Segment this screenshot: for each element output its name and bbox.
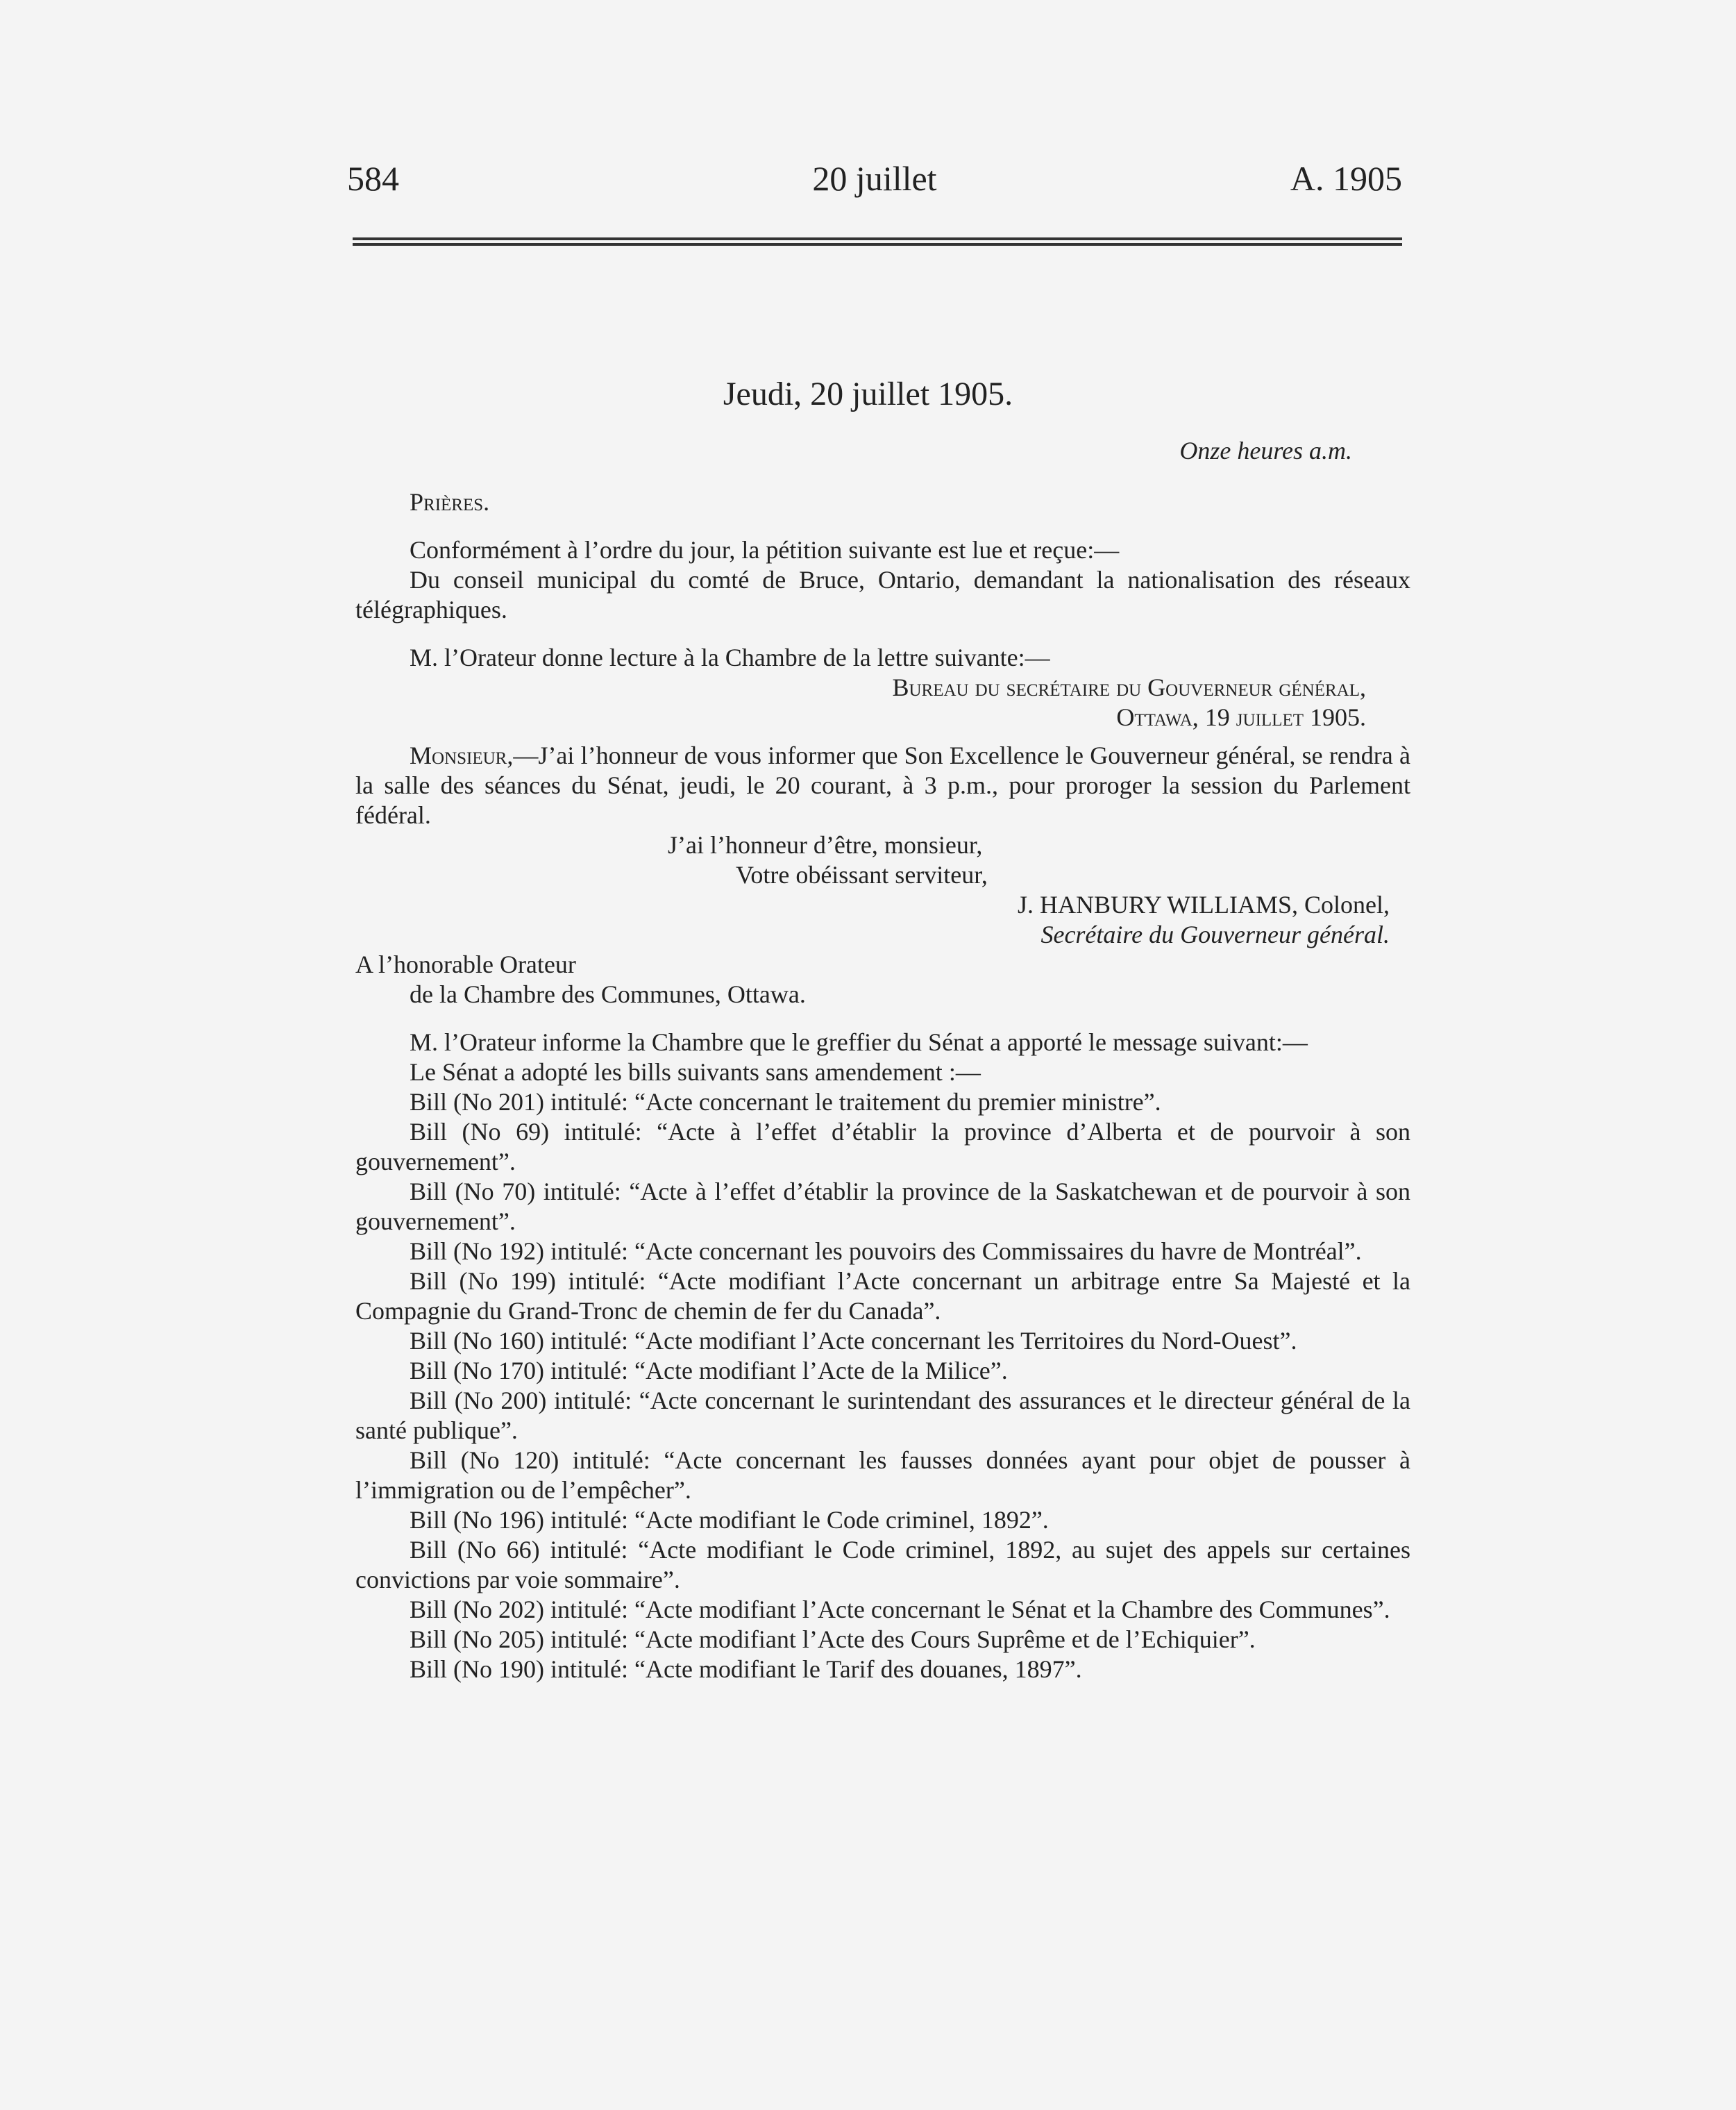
sitting-time: Onze heures a.m. [1179,437,1352,464]
page-header [347,158,1402,207]
letter-signature-title: Secrétaire du Gouverneur général. [1040,921,1390,948]
prieres-heading: Prières. [410,488,490,516]
letter-intro: M. l’Orateur donne lecture à la Chambre de la lettre suivante:— [410,644,1050,671]
letter-place-date: Ottawa, 19 juillet 1905. [1116,703,1366,731]
header-year: A. 1905 [1290,159,1402,198]
bill-item: Bill (No 200) intitulé: “Acte concernant le surintendant des assurances et le directeur général de la santé publique”. [355,1387,1410,1444]
bill-item: Bill (No 170) intitulé: “Acte modifiant l’Acte de la Milice”. [410,1357,1008,1384]
petition-text: Du conseil municipal du comté de Bruce, Ontario, demandant la nationalisation des réseaux télégraphiques. [355,566,1410,623]
petition-intro: Conformément à l’ordre du jour, la pétition suivante est lue et reçue:— [410,536,1120,564]
letter-closing-2: Votre obéissant serviteur, [736,861,988,889]
letter-address-1: A l’honorable Orateur [355,951,576,978]
bill-item: Bill (No 201) intitulé: “Acte concernant le traitement du premier ministre”. [410,1088,1161,1116]
proceedings-body [355,487,1410,1684]
letter-body [355,741,1410,830]
message-intro: M. l’Orateur informe la Chambre que le greffier du Sénat a apporté le message suivant:— [410,1028,1308,1056]
letter-office: Bureau du secrétaire du Gouverneur général, [892,673,1366,701]
bill-item: Bill (No 66) intitulé: “Acte modifiant le Code criminel, 1892, au sujet des appels sur certaines convictions par voie sommaire”. [355,1536,1410,1593]
senate-adopted: Le Sénat a adopté les bills suivants sans amendement :— [410,1058,981,1086]
letter-closing-1: J’ai l’honneur d’être, monsieur, [668,831,983,859]
bill-item: Bill (No 69) intitulé: “Acte à l’effet d’établir la province d’Alberta et de pourvoir à son gouvernement”. [355,1118,1410,1175]
bill-item: Bill (No 192) intitulé: “Acte concernant les pouvoirs des Commissaires du havre de Montréal”. [410,1237,1362,1265]
bill-item: Bill (No 202) intitulé: “Acte modifiant l’Acte concernant le Sénat et la Chambre des Communes”. [410,1596,1390,1623]
letter-body-text: —J’ai l’honneur de vous informer que Son Excellence le Gouverneur général, se rendra à la salle des séances du Sénat, jeudi, le 20 courant, à 3 p.m., pour proroger la session du Parlement fédéral. [355,742,1410,829]
letter-salutation: Monsieur, [410,742,514,769]
bill-item: Bill (No 199) intitulé: “Acte modifiant l’Acte concernant un arbitrage entre Sa Majesté et la Compagnie du Grand-Tronc de chemin de fer du Canada”. [355,1267,1410,1325]
header-date: 20 juillet [812,159,937,198]
bill-item: Bill (No 70) intitulé: “Acte à l’effet d’établir la province de la Saskatchewan et de pourvoir à son gouvernement”. [355,1178,1410,1235]
bill-item: Bill (No 205) intitulé: “Acte modifiant l’Acte des Cours Suprême et de l’Echiquier”. [410,1625,1256,1653]
bill-list [355,1087,1410,1684]
sitting-title: Jeudi, 20 juillet 1905. [723,376,1013,412]
bill-item: Bill (No 120) intitulé: “Acte concernant les fausses données ayant pour objet de pousser à l’immigration ou de l’empêcher”. [355,1446,1410,1504]
bill-item: Bill (No 190) intitulé: “Acte modifiant le Tarif des douanes, 1897”. [410,1655,1082,1683]
bill-item: Bill (No 160) intitulé: “Acte modifiant l’Acte concernant les Territoires du Nord-Ouest”. [410,1327,1297,1355]
header-rule-bottom [353,243,1402,246]
letter-address-2: de la Chambre des Communes, Ottawa. [410,980,806,1008]
letter-signature: J. HANBURY WILLIAMS, Colonel, [1017,891,1390,919]
page-number: 584 [347,159,399,198]
bill-item: Bill (No 196) intitulé: “Acte modifiant le Code criminel, 1892”. [410,1506,1049,1534]
header-rule-top [353,237,1402,240]
